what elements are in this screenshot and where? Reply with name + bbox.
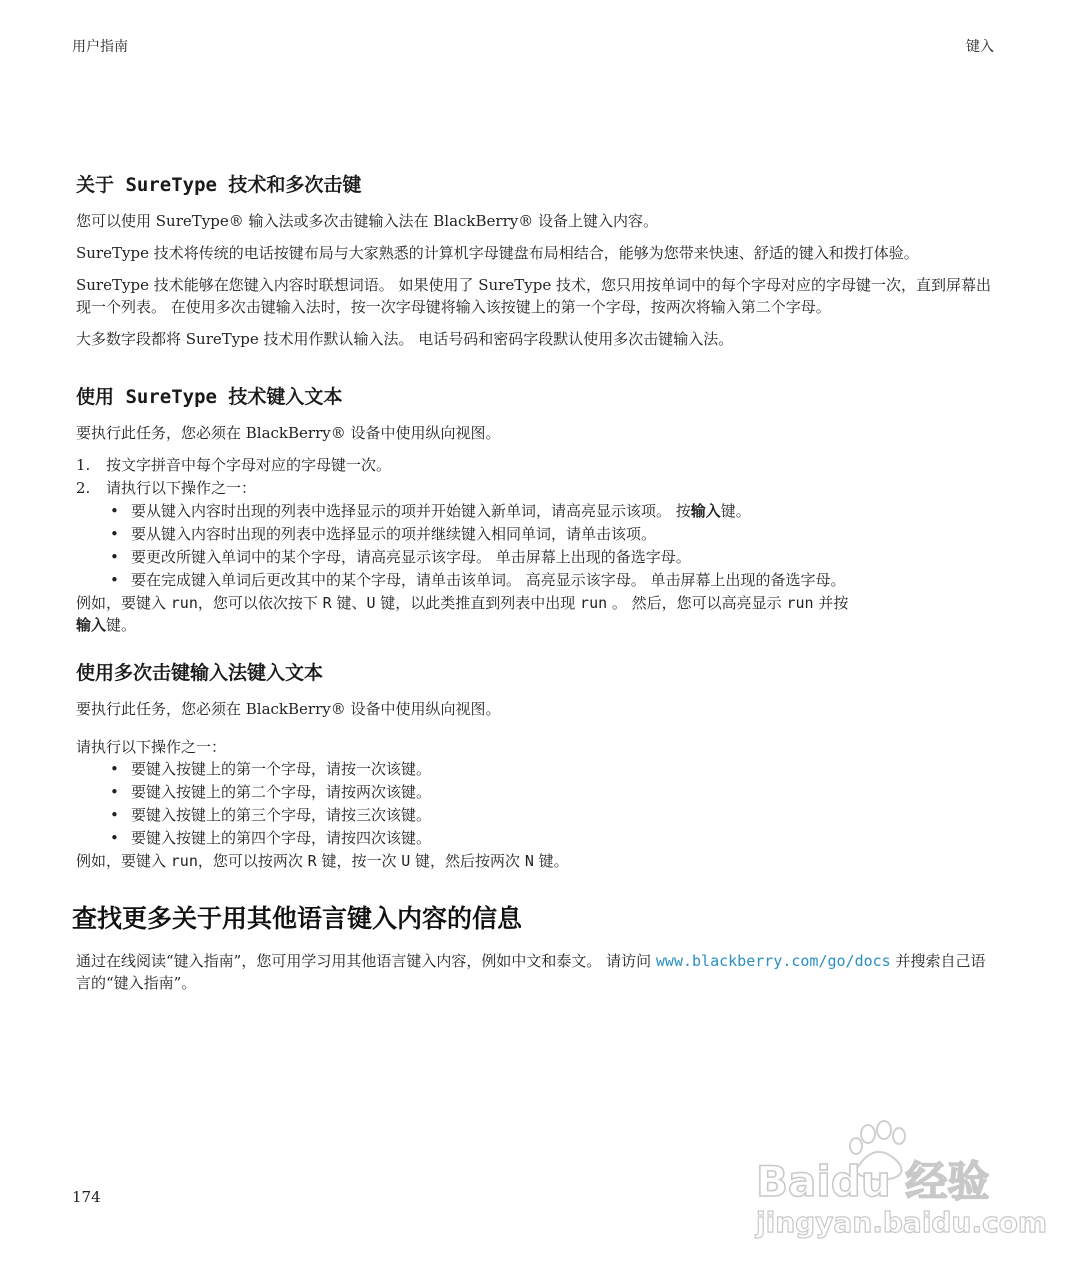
running-header-left: 用户指南 xyxy=(72,39,128,55)
code-key-u: U xyxy=(401,852,411,870)
prerequisite: 要执行此任务，您必须在 BlackBerry® 设备中使用纵向视图。 xyxy=(76,424,501,442)
list-item: • 要键入按键上的第四个字母，请按四次该键。 xyxy=(76,827,998,850)
code-run: run xyxy=(580,594,608,612)
page-number: 174 xyxy=(72,1188,101,1206)
paragraph: SureType 技术能够在您键入内容时联想词语。 如果使用了 SureType 技术，您只用按单词中的每个字母对应的字母键一次，直到屏幕出现一个列表。 在使用多次击键输入法时，按一次字母键将输入该按键上的第一个字母，按两次将输入第二个字母。 xyxy=(76,276,991,316)
step-item xyxy=(76,477,998,500)
text: 键。 xyxy=(533,852,569,870)
docs-link[interactable]: www.blackberry.com/go/docs xyxy=(655,952,891,970)
chapter-title-other-languages: 查找更多关于用其他语言键入内容的信息 xyxy=(72,904,523,933)
code-key-r: R xyxy=(322,594,332,612)
text: 键，然后按两次 xyxy=(410,852,525,870)
list-item-text-end: 键。 xyxy=(720,502,751,520)
code-key-n: N xyxy=(524,852,534,870)
list-item-text: 要从键入内容时出现的列表中选择显示的项并开始键入新单词，请高亮显示该项。 按 xyxy=(131,502,691,520)
options-list xyxy=(76,758,998,850)
code-run: run xyxy=(170,852,198,870)
paragraph: 大多数字段都将 SureType 技术用作默认输入法。 电话号码和密码字段默认使用多次击键输入法。 xyxy=(76,330,734,348)
list-item: • 要从键入内容时出现的列表中选择显示的项并继续键入相同单词，请单击该项。 xyxy=(76,523,998,546)
list-item: • 要键入按键上的第一个字母，请按一次该键。 xyxy=(76,758,998,781)
paragraph: SureType 技术将传统的电话按键布局与大家熟悉的计算机字母键盘布局相结合，能够为您带来快速、舒适的键入和拨打体验。 xyxy=(76,244,919,262)
baidu-jingyan-watermark xyxy=(756,1120,1048,1250)
prerequisite: 要执行此任务，您必须在 BlackBerry® 设备中使用纵向视图。 xyxy=(76,700,501,718)
step-item xyxy=(76,454,998,477)
running-header-right: 键入 xyxy=(966,39,994,55)
example-paragraph xyxy=(76,592,998,636)
section-title-suretype-typing: 使用 SureType 技术键入文本 xyxy=(76,386,343,408)
options-list xyxy=(76,500,998,592)
text: ，您可以依次按下 xyxy=(197,594,323,612)
text: 键，按一次 xyxy=(316,852,402,870)
watermark-url: jingyan.baidu.com xyxy=(756,1206,1048,1239)
key-name: 输入 xyxy=(76,616,107,634)
text: 例如，要键入 xyxy=(76,594,171,612)
code-key-r: R xyxy=(307,852,317,870)
step-number: 1. xyxy=(76,456,91,474)
paragraph: 您可以使用 SureType® 输入法或多次击键输入法在 BlackBerry® 设备上键入内容。 xyxy=(76,212,658,230)
text: 并搜索自己语言的“键入指南”。 xyxy=(76,952,986,992)
code-key-u: U xyxy=(366,594,376,612)
key-name: 输入 xyxy=(690,502,721,520)
text: 通过在线阅读“键入指南”，您可用学习用其他语言键入内容，例如中文和泰文。 请访问 xyxy=(76,952,656,970)
example-paragraph xyxy=(76,850,998,872)
text: 键，以此类推直到列表中出现 xyxy=(375,594,581,612)
intro-text: 请执行以下操作之一： xyxy=(76,738,227,756)
text: 键、 xyxy=(331,594,367,612)
step-text: 按文字拼音中每个字母对应的字母键一次。 xyxy=(106,456,392,474)
code-run: run xyxy=(786,594,814,612)
list-item: • 要更改所键入单词中的某个字母，请高亮显示该字母。 单击屏幕上出现的备选字母。 xyxy=(76,546,998,569)
section-title-multitap-typing: 使用多次击键输入法键入文本 xyxy=(76,662,324,684)
list-item: • 要键入按键上的第二个字母，请按两次该键。 xyxy=(76,781,998,804)
text: 例如，要键入 xyxy=(76,852,171,870)
list-item: • 要键入按键上的第三个字母，请按三次该键。 xyxy=(76,804,998,827)
text: 并按 xyxy=(813,594,849,612)
list-item xyxy=(76,500,998,523)
code-run: run xyxy=(170,594,198,612)
text: ，您可以按两次 xyxy=(197,852,308,870)
text: 。 然后，您可以高亮显示 xyxy=(607,594,787,612)
steps-list xyxy=(76,454,998,500)
page-content xyxy=(72,172,998,1004)
list-item: • 要在完成键入单词后更改其中的某个字母，请单击该单词。 高亮显示该字母。 单击屏幕上出现的备选字母。 xyxy=(76,569,998,592)
paragraph xyxy=(76,950,998,994)
step-text: 请执行以下操作之一： xyxy=(106,479,257,497)
watermark-brand: Baidu 经验 xyxy=(756,1157,990,1206)
text: 键。 xyxy=(106,616,137,634)
step-number: 2. xyxy=(76,479,91,497)
section-title-suretype-multitap: 关于 SureType 技术和多次击键 xyxy=(76,174,362,196)
